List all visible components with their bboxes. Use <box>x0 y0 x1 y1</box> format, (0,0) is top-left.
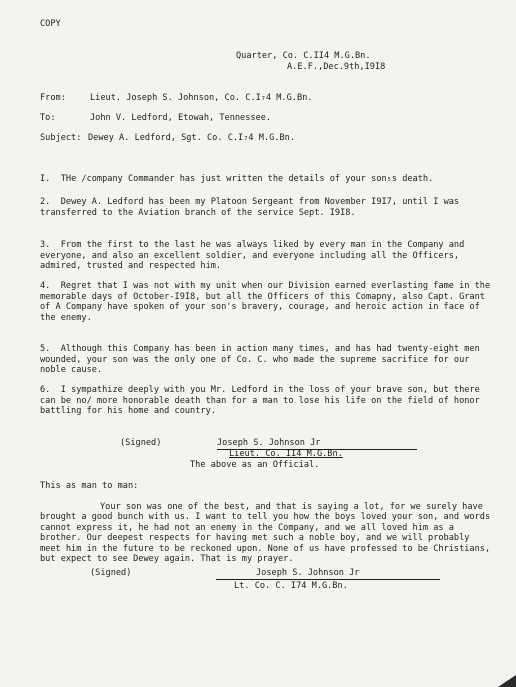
paragraph-text: Although this Company has been in action many times, and has had twenty-eight men wounded, your son was the only one of Co. C. who made the supreme sacrifice for our noble cause. <box>40 344 480 376</box>
from-value: Lieut. Joseph S. Johnson, Co. C.I₇4 M.G.Bn. <box>90 93 313 103</box>
signature-name-1: Joseph S. Johnson Jr <box>217 438 321 448</box>
signature-rank-2: Lt. Co. C. I74 M.G.Bn. <box>234 581 348 591</box>
paragraph-number: 3. <box>40 240 51 250</box>
paragraph-text: From the first to the last he was always liked by every man in the Company and everyone, and also an excellent soldier, and everyone including all the Officers, admired, trusted and respected him. <box>40 240 465 272</box>
paragraph-6 <box>40 385 495 417</box>
signature-line-2 <box>216 579 440 580</box>
paragraph-text: Dewey A. Ledford has been my Platoon Sergeant from November I9I7, until I was transferred to the Aviation branch of the service Sept. I9I8. <box>40 197 460 218</box>
paragraph-number: 6. <box>40 385 51 395</box>
copy-mark: COPY <box>40 19 61 29</box>
subject-value: Dewey A. Ledford, Sgt. Co. C.I₇4 M.G.Bn. <box>88 133 295 143</box>
official-note: The above as an Official. <box>190 460 320 470</box>
paragraph-text: THe ∕company Commander has just written the details of your son₅s death. <box>60 174 434 184</box>
paragraph-number: 2. <box>40 197 51 207</box>
paragraph-2 <box>40 197 495 218</box>
heading-line-1: Quarter, Co. C.II4 M.G.Bn. <box>236 51 371 61</box>
paragraph-text: Regret that I was not with my unit when our Division earned everlasting fame in the memorable days of October-I9I8, but all the Officers of this Comapny, also Capt. Grant of A Company have spoken of your son's bravery, courage, and heroic action in face of the enemy. <box>40 281 491 323</box>
signed-label-1: (Signed) <box>120 438 162 448</box>
to-label: To: <box>40 113 56 123</box>
to-value: John V. Ledford, Etowah, Tennessee. <box>90 113 272 123</box>
closing-paragraph: Your son was one of the best, and that is saying a lot, for we surely have brought a good bunch with us. I want to tell you how the boys loved your son, and words cannot express it, he had not an enemy in the Company, and we all loved him as a brother. Our deepest respects for having met such a noble boy, and we will probably meet him in the future to be reckoned upon. None of us have professed to be Christians, but expect to see Dewey again. That is my prayer. <box>40 502 491 565</box>
signed-label-2: (Signed) <box>90 568 132 578</box>
paragraph-number: 5. <box>40 344 51 354</box>
paragraph-3 <box>40 240 495 272</box>
subject-label: Subject: <box>40 133 82 143</box>
paragraph-1 <box>40 174 495 185</box>
heading-line-2: A.E.F.,Dec.9th,I9I8 <box>287 62 386 72</box>
from-label: From: <box>40 93 66 103</box>
paragraph-text: I sympathize deeply with you Mr. Ledford in the loss of your brave son, but there can be no∕ more honorable death than for a man to lose his life on the field of honor battling for his home and country. <box>40 385 480 417</box>
man-to-man-heading: This as man to man: <box>40 481 139 491</box>
signature-rank-1: Lieut. Co. II4 M.G.Bn. <box>229 449 343 459</box>
signature-name-2: Joseph S. Johnson Jr <box>256 568 360 578</box>
paragraph-number: I. <box>40 174 51 184</box>
paragraph-5 <box>40 344 495 376</box>
paragraph-number: 4. <box>40 281 51 291</box>
paragraph-4 <box>40 281 495 323</box>
